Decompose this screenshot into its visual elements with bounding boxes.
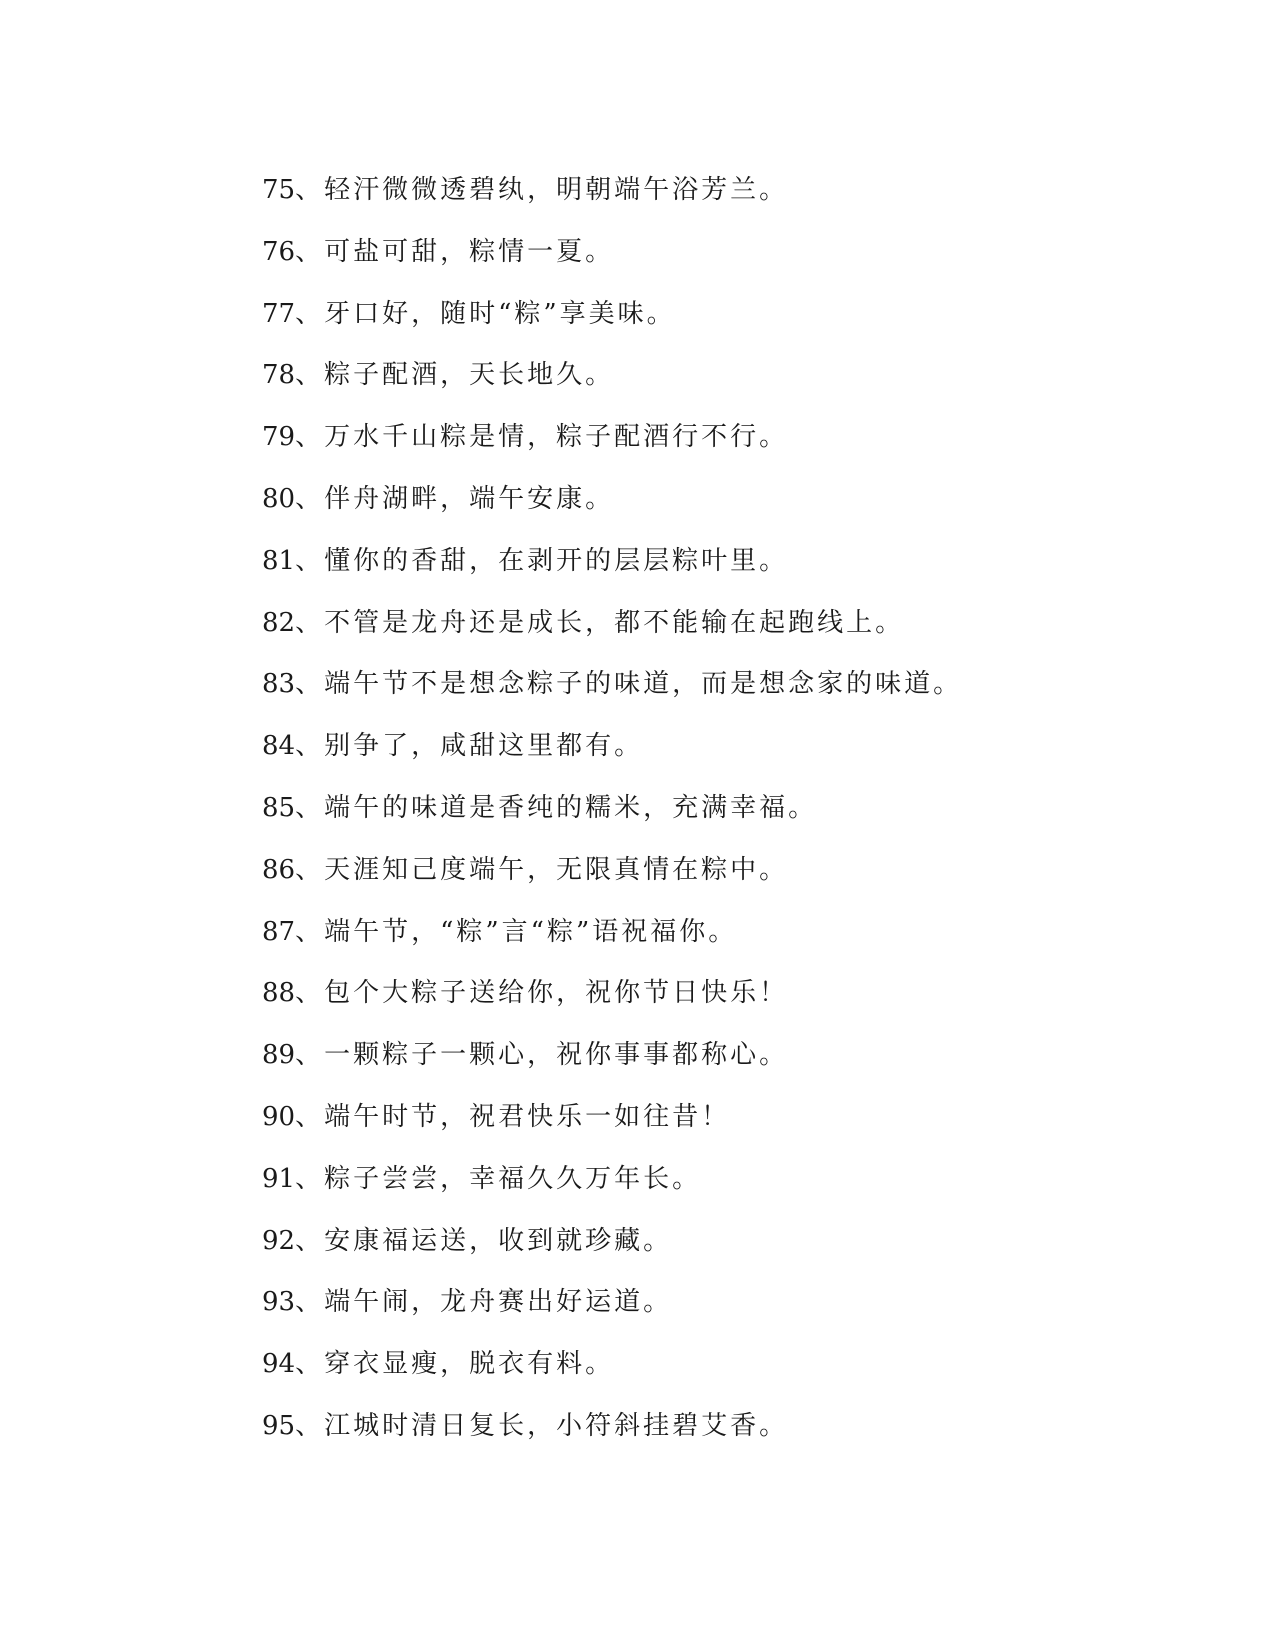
item-text: 、端午时节，祝君快乐一如往昔！ [295, 1101, 731, 1132]
list-item [262, 963, 1162, 1025]
item-number: 77 [262, 298, 296, 329]
item-number: 80 [262, 483, 296, 514]
list-item [262, 840, 1162, 902]
item-number: 95 [262, 1410, 296, 1441]
item-text: 、包个大粽子送给你，祝你节日快乐！ [295, 978, 789, 1009]
list-item [262, 222, 1162, 284]
item-text: 、轻汗微微透碧纨，明朝端午浴芳兰。 [295, 175, 789, 205]
list-item [262, 1334, 1162, 1396]
list-item [262, 716, 1162, 778]
list-item [262, 284, 1162, 346]
item-text: 、不管是龙舟还是成长，都不能输在起跑线上。 [295, 607, 905, 638]
numbered-list [262, 160, 1162, 1458]
item-text: 、端午的味道是香纯的糯米，充满幸福。 [295, 792, 818, 823]
list-item [262, 902, 1162, 964]
list-item [262, 1087, 1162, 1149]
item-text: 、安康福运送，收到就珍藏。 [295, 1225, 673, 1256]
item-text: 、江城时清日复长，小符斜挂碧艾香。 [295, 1410, 789, 1441]
list-item [262, 1396, 1162, 1458]
item-text: 、粽子尝尝，幸福久久万年长。 [295, 1163, 702, 1194]
item-text: 、端午节，“粽”言“粽”语祝福你。 [295, 916, 738, 947]
item-number: 84 [262, 731, 296, 762]
list-item [262, 469, 1162, 531]
item-text: 、伴舟湖畔，端午安康。 [295, 483, 615, 514]
item-text: 、天涯知己度端午，无限真情在粽中。 [295, 854, 789, 885]
item-number: 76 [262, 236, 296, 267]
item-number: 90 [262, 1101, 296, 1132]
item-number: 85 [262, 792, 296, 823]
item-number: 78 [262, 360, 296, 391]
item-text: 、懂你的香甜，在剥开的层层粽叶里。 [295, 545, 789, 576]
list-item [262, 1211, 1162, 1273]
item-number: 93 [262, 1287, 296, 1318]
item-text: 、万水千山粽是情，粽子配酒行不行。 [295, 422, 789, 453]
item-text: 、别争了，咸甜这里都有。 [295, 731, 644, 762]
list-item [262, 345, 1162, 407]
list-item [262, 593, 1162, 655]
item-number: 86 [262, 854, 296, 885]
list-item [262, 1025, 1162, 1087]
list-item [262, 1272, 1162, 1334]
list-item [262, 778, 1162, 840]
item-number: 79 [262, 422, 296, 453]
item-text: 、端午节不是想念粽子的味道，而是想念家的味道。 [295, 669, 963, 700]
item-text: 、可盐可甜，粽情一夏。 [295, 236, 615, 267]
list-item [262, 1149, 1162, 1211]
item-text: 、粽子配酒，天长地久。 [295, 360, 615, 391]
item-text: 、一颗粽子一颗心，祝你事事都称心。 [295, 1040, 789, 1071]
list-item [262, 654, 1162, 716]
item-number: 83 [262, 669, 296, 700]
list-item [262, 531, 1162, 593]
item-number: 89 [262, 1040, 296, 1071]
item-text: 、牙口好，随时“粽”享美味。 [295, 298, 676, 329]
item-text: 、穿衣显瘦，脱衣有料。 [295, 1349, 615, 1380]
item-text: 、端午闹，龙舟赛出好运道。 [295, 1287, 673, 1318]
item-number: 82 [262, 607, 296, 638]
item-number: 94 [262, 1349, 296, 1380]
list-item [262, 160, 1162, 222]
item-number: 92 [262, 1225, 296, 1256]
item-number: 81 [262, 545, 296, 576]
list-item [262, 407, 1162, 469]
item-number: 87 [262, 916, 296, 947]
item-number: 75 [262, 175, 296, 205]
item-number: 91 [262, 1163, 296, 1194]
item-number: 88 [262, 978, 296, 1009]
